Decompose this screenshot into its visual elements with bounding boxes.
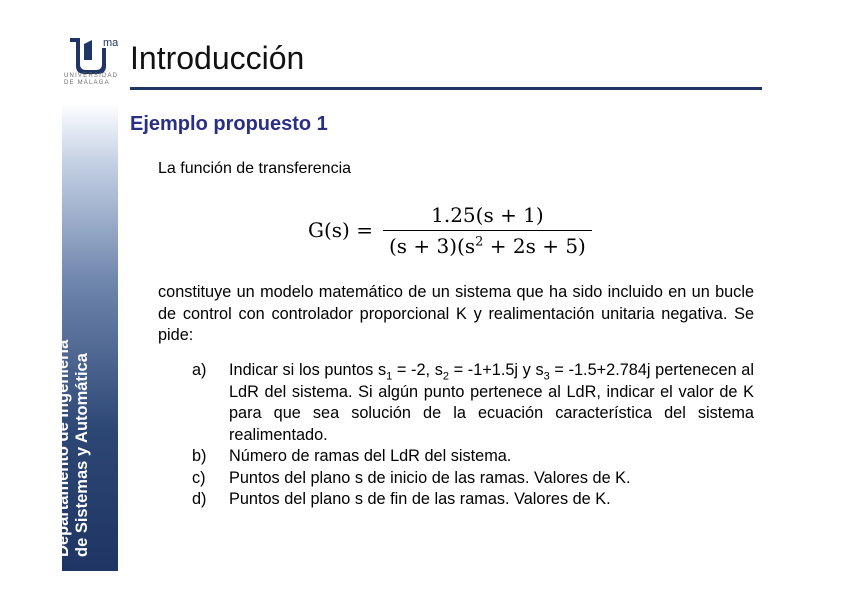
point-s3: s — [535, 361, 544, 379]
intro-text: La función de transferencia — [158, 160, 352, 177]
item-a-post: pertenecen al LdR del sistema. Si algún punto pertenece al LdR, indicar el valor de K para que sea solución de la ecuación característica del sistema realimentado. — [229, 361, 754, 444]
sidebar-line-2: de Sistemas y Automática — [73, 353, 91, 557]
point-s1: s — [377, 361, 387, 379]
formula-denominator-exponent: 2 — [475, 233, 484, 249]
sidebar-department-label — [54, 340, 92, 557]
list-item — [192, 360, 754, 446]
logo-superscript: ma — [103, 37, 118, 49]
logo-wordmark-line1: UNIVERSIDAD — [64, 73, 119, 79]
formula-denominator-b: + 2s + 5) — [483, 233, 586, 258]
page-title: Introducción — [130, 40, 305, 76]
list-marker: a) — [192, 361, 207, 379]
list-marker: c) — [192, 468, 206, 487]
task-list — [192, 360, 754, 511]
point-s2-index: 2 — [442, 370, 449, 383]
list-item-text — [229, 360, 754, 446]
title-divider — [130, 87, 762, 90]
formula-numerator: 1.25(s + 1) — [431, 202, 544, 227]
list-item-text: Puntos del plano s de fin de las ramas. Valores de K. — [229, 490, 611, 508]
list-marker: b) — [192, 447, 207, 465]
list-item — [192, 489, 754, 511]
list-marker: d) — [192, 490, 207, 508]
formula-lhs: G(s) = — [308, 218, 373, 242]
formula-denominator — [383, 230, 592, 258]
sidebar-banner — [54, 103, 118, 571]
point-s3-value: = -1.5+2.784j — [549, 361, 651, 379]
point-s2-value: = -1+1.5j y — [448, 361, 536, 379]
point-s1-value: = -2, — [392, 361, 435, 379]
sidebar-line-1: Departamento de Ingeniería — [54, 339, 72, 557]
transfer-function-formula — [308, 198, 592, 262]
problem-paragraph: constituye un modelo matemático de un sistema que ha sido incluido en un bucle de control con controlador proporcional K y realimentación unitaria negativa. Se pide: — [158, 283, 754, 344]
logo-wordmark-line2: DE MÁLAGA — [64, 80, 110, 86]
item-a-pre: Indicar si los puntos — [229, 361, 378, 379]
point-s1-index: 1 — [386, 370, 393, 383]
section-heading: Ejemplo propuesto 1 — [130, 113, 328, 135]
list-item — [192, 468, 754, 490]
formula-fraction — [383, 203, 592, 258]
point-s2: s — [434, 361, 443, 379]
list-item — [192, 446, 754, 468]
formula-denominator-a: (s + 3)(s — [388, 233, 476, 258]
point-s3-index: 3 — [543, 370, 550, 383]
list-item-text: Número de ramas del LdR del sistema. — [229, 447, 512, 465]
list-item-text: Puntos del plano s de inicio de las ramas. Valores de K. — [229, 468, 631, 487]
logo-wordmark — [64, 73, 119, 87]
